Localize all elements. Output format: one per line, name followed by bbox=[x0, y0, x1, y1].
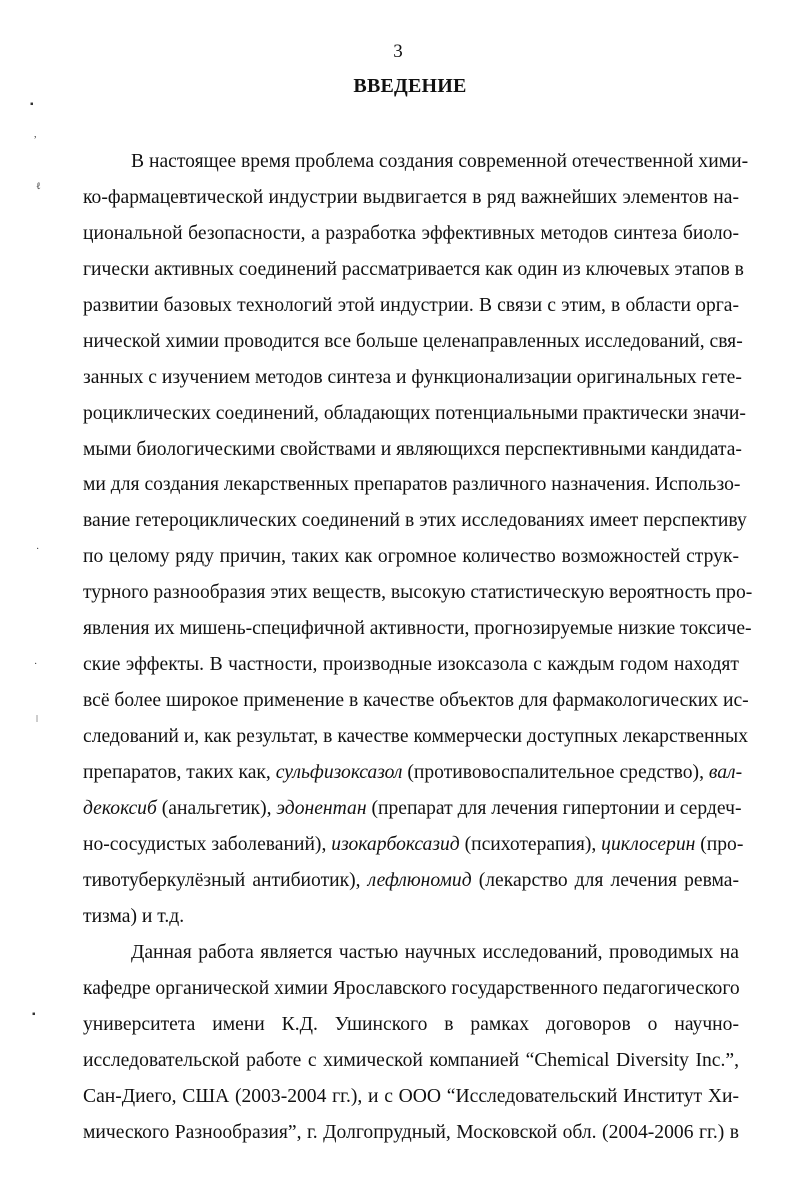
text-line: кафедре органической химии Ярославского государственного педагогического bbox=[83, 978, 740, 999]
margin-mark: , bbox=[34, 129, 37, 140]
margin-mark: · bbox=[36, 544, 40, 555]
text-line: явления их мишень-специфичной активности, прогнозируемые низкие токсиче- bbox=[83, 618, 752, 639]
drug-name: циклосерин bbox=[601, 834, 696, 855]
margin-mark: · bbox=[34, 659, 38, 670]
text-line: В настоящее время проблема создания современной отечественной хими- bbox=[131, 151, 749, 172]
text-line: мыми биологическими свойствами и являющихся перспективными кандидата- bbox=[83, 439, 742, 460]
text-line: роциклических соединений, обладающих потенциальными практически значи- bbox=[83, 403, 746, 424]
text-line: вание гетероциклических соединений в этих исследованиях имеет перспективу bbox=[83, 510, 747, 531]
drug-name: вал- bbox=[708, 762, 743, 783]
text-line: ми для создания лекарственных препаратов различного назначения. Использо- bbox=[83, 474, 741, 495]
text-line: мического Разнообразия”, г. Долгопрудный, Московской обл. (2004-2006 гг.) в bbox=[83, 1122, 739, 1143]
text-line: по целому ряду причин, таких как огромное количество возможностей струк- bbox=[83, 546, 739, 567]
text-line: ко-фармацевтической индустрии выдвигается в ряд важнейших элементов на- bbox=[83, 187, 739, 208]
text-run: (лекарство для лечения ревма- bbox=[471, 870, 739, 891]
text-line: следований и, как результат, в качестве коммерчески доступных лекарственных bbox=[83, 726, 748, 747]
drug-name: эдонентан bbox=[276, 798, 367, 819]
text-line: занных с изучением методов синтеза и функционализации оригинальных гете- bbox=[83, 367, 742, 388]
text-line: развитии базовых технологий этой индустрии. В связи с этим, в области орга- bbox=[83, 295, 739, 316]
text-line: циональной безопасности, а разработка эффективных методов синтеза биоло- bbox=[83, 223, 739, 244]
text-line: тизма) и т.д. bbox=[83, 906, 185, 927]
drug-name: сульфизоксазол bbox=[275, 762, 403, 783]
margin-mark: ℓ bbox=[36, 181, 41, 192]
text-run: препаратов, таких как, bbox=[83, 762, 276, 783]
text-line bbox=[83, 759, 743, 787]
text-line: гически активных соединений рассматривается как один из ключевых этапов в bbox=[83, 259, 744, 280]
page-number: 3 bbox=[393, 41, 403, 62]
page-title: ВВЕДЕНИЕ bbox=[353, 75, 467, 97]
text-run: (анальгетик), bbox=[156, 798, 277, 819]
text-run: (противовоспалительное средство), bbox=[402, 762, 709, 783]
text-line: Данная работа является частью научных исследований, проводимых на bbox=[131, 942, 739, 963]
text-line bbox=[83, 831, 744, 859]
text-line: исследовательской работе с химической компанией “Chemical Diversity Inc.”, bbox=[83, 1050, 739, 1071]
text-line bbox=[83, 795, 742, 823]
text-line bbox=[83, 867, 739, 895]
drug-name: декоксиб bbox=[83, 798, 157, 819]
text-line: университета имени К.Д. Ушинского в рамках договоров о научно- bbox=[83, 1014, 739, 1035]
text-run: (препарат для лечения гипертонии и сердеч- bbox=[366, 798, 742, 819]
text-line: нической химии проводится все больше целенаправленных исследований, свя- bbox=[83, 331, 743, 352]
margin-mark: ǀ bbox=[36, 714, 39, 725]
margin-mark: ▪ bbox=[30, 99, 34, 110]
drug-name: изокарбоксазид bbox=[331, 834, 460, 855]
text-run: тивотуберкулёзный антибиотик), bbox=[83, 870, 368, 891]
text-line: турного разнообразия этих веществ, высокую статистическую вероятность про- bbox=[83, 582, 753, 603]
text-line: Сан-Диего, США (2003-2004 гг.), и с ООО “Исследовательский Институт Хи- bbox=[83, 1086, 739, 1107]
text-run: (психотерапия), bbox=[459, 834, 602, 855]
text-run: но-сосудистых заболеваний), bbox=[83, 834, 332, 855]
text-run: (про- bbox=[695, 834, 744, 855]
text-line: всё более широкое применение в качестве объектов для фармакологических ис- bbox=[83, 690, 749, 711]
margin-mark: ▪ bbox=[32, 1009, 36, 1020]
text-line: ские эффекты. В частности, производные изоксазола с каждым годом находят bbox=[83, 654, 739, 675]
drug-name: лефлюномид bbox=[367, 870, 472, 891]
